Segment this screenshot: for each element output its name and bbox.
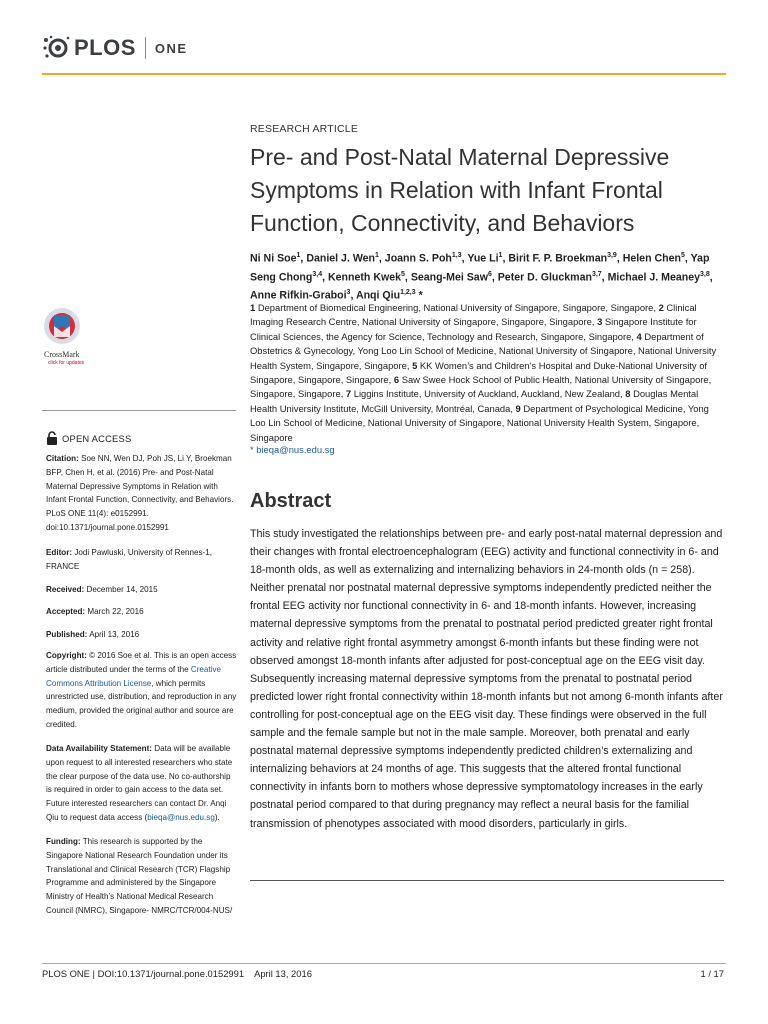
- affiliation-text: Liggins Institute, University of Auckland, Auckland, New Zealand,: [353, 388, 626, 400]
- affiliation-number: 7: [345, 388, 354, 400]
- author-affiliation-marker: 3,7: [591, 270, 602, 278]
- article-title: Pre- and Post-Natal Maternal Depressive Symptoms in Relation with Infant Frontal Function, Connectivity, and Behaviors: [250, 144, 670, 236]
- funding-label: Funding:: [46, 837, 81, 846]
- funding-text: This research is supported by the Singapore National Research Foundation under its Translational and Clinical Research (TCR) Flagship Programme and administered by the Singapore Ministry of Health’s National Medical Research Council (NMRC), Singapore- NMRC/TCR/004-NUS/: [46, 837, 233, 915]
- crossmark-label: CrossMark: [44, 350, 80, 359]
- author-name: Ni Ni Soe: [250, 252, 297, 265]
- affiliation-text: Department of Obstetrics & Gynecology, Yong Loo Lin School of Medicine, National University of Singapore, National University Health System, Singapore, Singapore,: [250, 330, 717, 371]
- affiliation-number: 5: [412, 359, 420, 371]
- footer-citation: [42, 968, 312, 979]
- affiliation-list: [250, 301, 724, 445]
- data-availability-block: [46, 742, 238, 825]
- affiliation-number: 6: [393, 374, 402, 386]
- affiliation-text: Department of Psychological Medicine, Yong Loo Lin School of Medicine, National University of Singapore, National University Health System, Singapore, Singapore: [250, 402, 709, 443]
- author-name: Anqi Qiu: [355, 289, 401, 302]
- abstract-heading: Abstract: [250, 490, 332, 512]
- author-name: Birit F. P. Broekman: [508, 252, 608, 265]
- crossmark-sublabel: click for updates: [48, 360, 85, 366]
- copyright-block: [46, 649, 238, 732]
- data-email-link[interactable]: bieqa@nus.edu.sg: [147, 812, 215, 822]
- plos-logo[interactable]: [42, 34, 188, 62]
- author-affiliation-marker: 1,2,3: [400, 289, 416, 297]
- copyright-label: Copyright:: [46, 651, 87, 660]
- author-name: Helen Chen: [622, 252, 681, 265]
- logo-separator: [145, 37, 146, 59]
- editor-label: Editor:: [46, 548, 73, 557]
- logo-text: PLOS: [74, 35, 136, 60]
- author-name: Anne Rifkin-Graboi: [250, 289, 347, 302]
- received-block: [46, 583, 238, 597]
- author-affiliation-marker: 1,3: [451, 252, 462, 259]
- plos-logo-icon: [42, 34, 72, 62]
- author-affiliation-marker: 5: [401, 270, 405, 278]
- data-availability-label: Data Availability Statement:: [46, 744, 152, 753]
- affiliation-number: 1: [250, 302, 258, 313]
- copyright-text: © 2016 Soe et al. This is an open access article distributed under the terms of the: [46, 651, 237, 674]
- accepted-block: [46, 605, 238, 619]
- open-lock-icon: [46, 431, 58, 445]
- author-affiliation-marker: 5: [680, 252, 685, 259]
- editor-text: Jodi Pawluski, University of Rennes-1, FRANCE: [46, 548, 212, 571]
- sidebar-rule: [42, 410, 236, 411]
- author-affiliation-marker: 3,9: [607, 252, 617, 259]
- correspondence-email[interactable]: * bieqa@nus.edu.sg: [250, 444, 335, 455]
- author-affiliation-marker: 3: [346, 289, 351, 297]
- affiliation-number: 4: [636, 330, 645, 342]
- article-type: RESEARCH ARTICLE: [250, 123, 359, 135]
- abstract-divider: [250, 880, 724, 881]
- affiliation-text: KK Women’s and Children’s Hospital and Duke-National University of Singapore, Singapore, Singapore,: [250, 359, 708, 386]
- published-block: [46, 628, 238, 642]
- author-affiliation-marker: 1: [296, 252, 301, 259]
- author-name: Seang-Mei Saw: [410, 271, 488, 284]
- journal-name: ONE: [154, 40, 188, 56]
- author-name: Yue Li: [467, 252, 499, 265]
- footer-journal-doi: PLOS ONE | DOI:10.1371/journal.pone.0152991: [42, 968, 245, 979]
- affiliation-number: 9: [515, 402, 524, 414]
- license-link[interactable]: Creative Commons Attribution License: [46, 664, 222, 688]
- author-name: Michael J. Meaney: [607, 271, 701, 284]
- author-affiliation-marker: 1: [498, 252, 503, 259]
- abstract-text: This study investigated the relationships between pre- and early post-natal maternal depression and their changes with frontal electroencephalogram (EEG) activity and functional connectivity in 6- and 18-month olds, as well as externalizing and internalizing behaviors in 24-month olds (n = 258). Neither prenatal nor postnatal maternal depressive symptoms independently predicted neither the frontal EEG activity nor functional connectivity in 6- and 18-month infants. However, increasing maternal depressive symptoms from the prenatal to postnatal period predicted greater right frontal activity and relative right frontal asymmetry amongst 6-month infants but these finding were not observed amongst 18-month infants after adjusted for post-conceptual age on the EEG visit day. Subsequently increasing maternal depressive symptoms from the prenatal to postnatal period predicted lower right frontal connectivity within 18-month infants but not among 6-month infants after controlling for post-conceptual age on the EEG visit day. These findings were observed in the full sample and the female sample but not in the male sample. Moreover, both prenatal and early postnatal maternal depressive symptoms independently predicted children’s externalizing and internalizing behaviors at 24 months of age. This suggests that the altered frontal functional connectivity in infants born to mothers whose depressive symptomatology increases in the early postnatal period compared to that during pregnancy may reflect a neural basis for the familial transmission of phenotypes associated with mood disorders, particularly in girls.: [250, 528, 723, 830]
- author-name: Yap Seng Chong: [250, 252, 710, 284]
- data-availability-text: Data will be available upon request to all interested researchers who state the clear purpose of the data use. No co-authorship is required in order to gain access to the data set. Future interested researchers can contact Dr. Anqi Qiu to request data access (: [46, 744, 233, 822]
- author-name: Peter D. Gluckman: [497, 271, 592, 284]
- affiliation-number: 2: [658, 302, 667, 313]
- affiliation-text: Singapore Institute for Clinical Sciences, the Agency for Science, Technology and Research, Singapore, Singapore,: [250, 316, 697, 342]
- accepted-date: March 22, 2016: [87, 607, 144, 616]
- open-access-label: OPEN ACCESS: [62, 432, 132, 444]
- published-date: April 13, 2016: [89, 630, 140, 639]
- footer-date: April 13, 2016: [254, 968, 312, 979]
- data-availability-end: ).: [214, 812, 220, 822]
- received-label: Received:: [46, 585, 85, 594]
- header-rule: [42, 73, 726, 75]
- author-list: Ni Ni Soe$^1$, Daniel J. Wen$^1$, Joann S. Poh$^{1,3}$, Yue Li$^1$, Birit F. P. Broekman$^{3,9}$, Helen Chen$^5$, Yap Seng Chong$^{3,4}$, Kenneth Kwek$^5$, Seang-Mei Saw$^6$, Peter D. Gluckman$^{3,7}$, Michael J. Meaney$^{3,8}$, Anne Rifkin-Graboi$^3$, Anqi Qiu$^{1,2,3}$ *: [250, 252, 713, 302]
- author-affiliation-marker: 1: [375, 252, 379, 259]
- received-date: December 14, 2015: [86, 585, 158, 594]
- affiliation-number: 3: [597, 316, 605, 328]
- accepted-label: Accepted:: [46, 607, 86, 616]
- author-affiliation-marker: 3,4: [312, 270, 323, 278]
- citation-text: Soe NN, Wen DJ, Poh JS, Li Y, Broekman BFP, Chen H, et al. (2016) Pre- and Post-Natal Maternal Depressive Symptoms in Relation with Infant Frontal Function, Connectivity, and Behaviors. PLoS ONE 11(4): e0152991. doi:10.1371/journal.pone.0152991: [46, 454, 234, 532]
- published-label: Published:: [46, 630, 88, 639]
- page-number: 1 / 17: [700, 968, 724, 979]
- citation-block: [46, 452, 238, 535]
- editor-block: [46, 546, 238, 574]
- affiliation-number: 8: [625, 388, 634, 400]
- funding-block: [46, 835, 238, 918]
- affiliation-text: Department of Biomedical Engineering, National University of Singapore, Singapore, Singapore,: [257, 302, 659, 313]
- author-name: Kenneth Kwek: [328, 271, 402, 284]
- affiliation-text: Douglas Mental Health University Institute, McGill University, Montréal, Canada,: [250, 388, 699, 414]
- author-affiliation-marker: 6: [487, 270, 492, 278]
- footer-rule: [42, 963, 726, 964]
- copyright-text-end: , which permits unrestricted use, distribution, and reproduction in any medium, provided the original author and source are credited.: [46, 678, 237, 729]
- citation-label: Citation:: [46, 454, 79, 463]
- open-access-badge: [46, 431, 131, 445]
- affiliation-text: Clinical Imaging Research Centre, National University of Singapore, Singapore, Singapore,: [250, 302, 697, 328]
- author-name: Daniel J. Wen: [306, 252, 375, 265]
- affiliation-text: Saw Swee Hock School of Public Health, National University of Singapore, Singapore, Singapore,: [250, 374, 712, 400]
- author-affiliation-marker: 3,8: [700, 270, 710, 278]
- author-name: Joann S. Poh: [384, 252, 452, 265]
